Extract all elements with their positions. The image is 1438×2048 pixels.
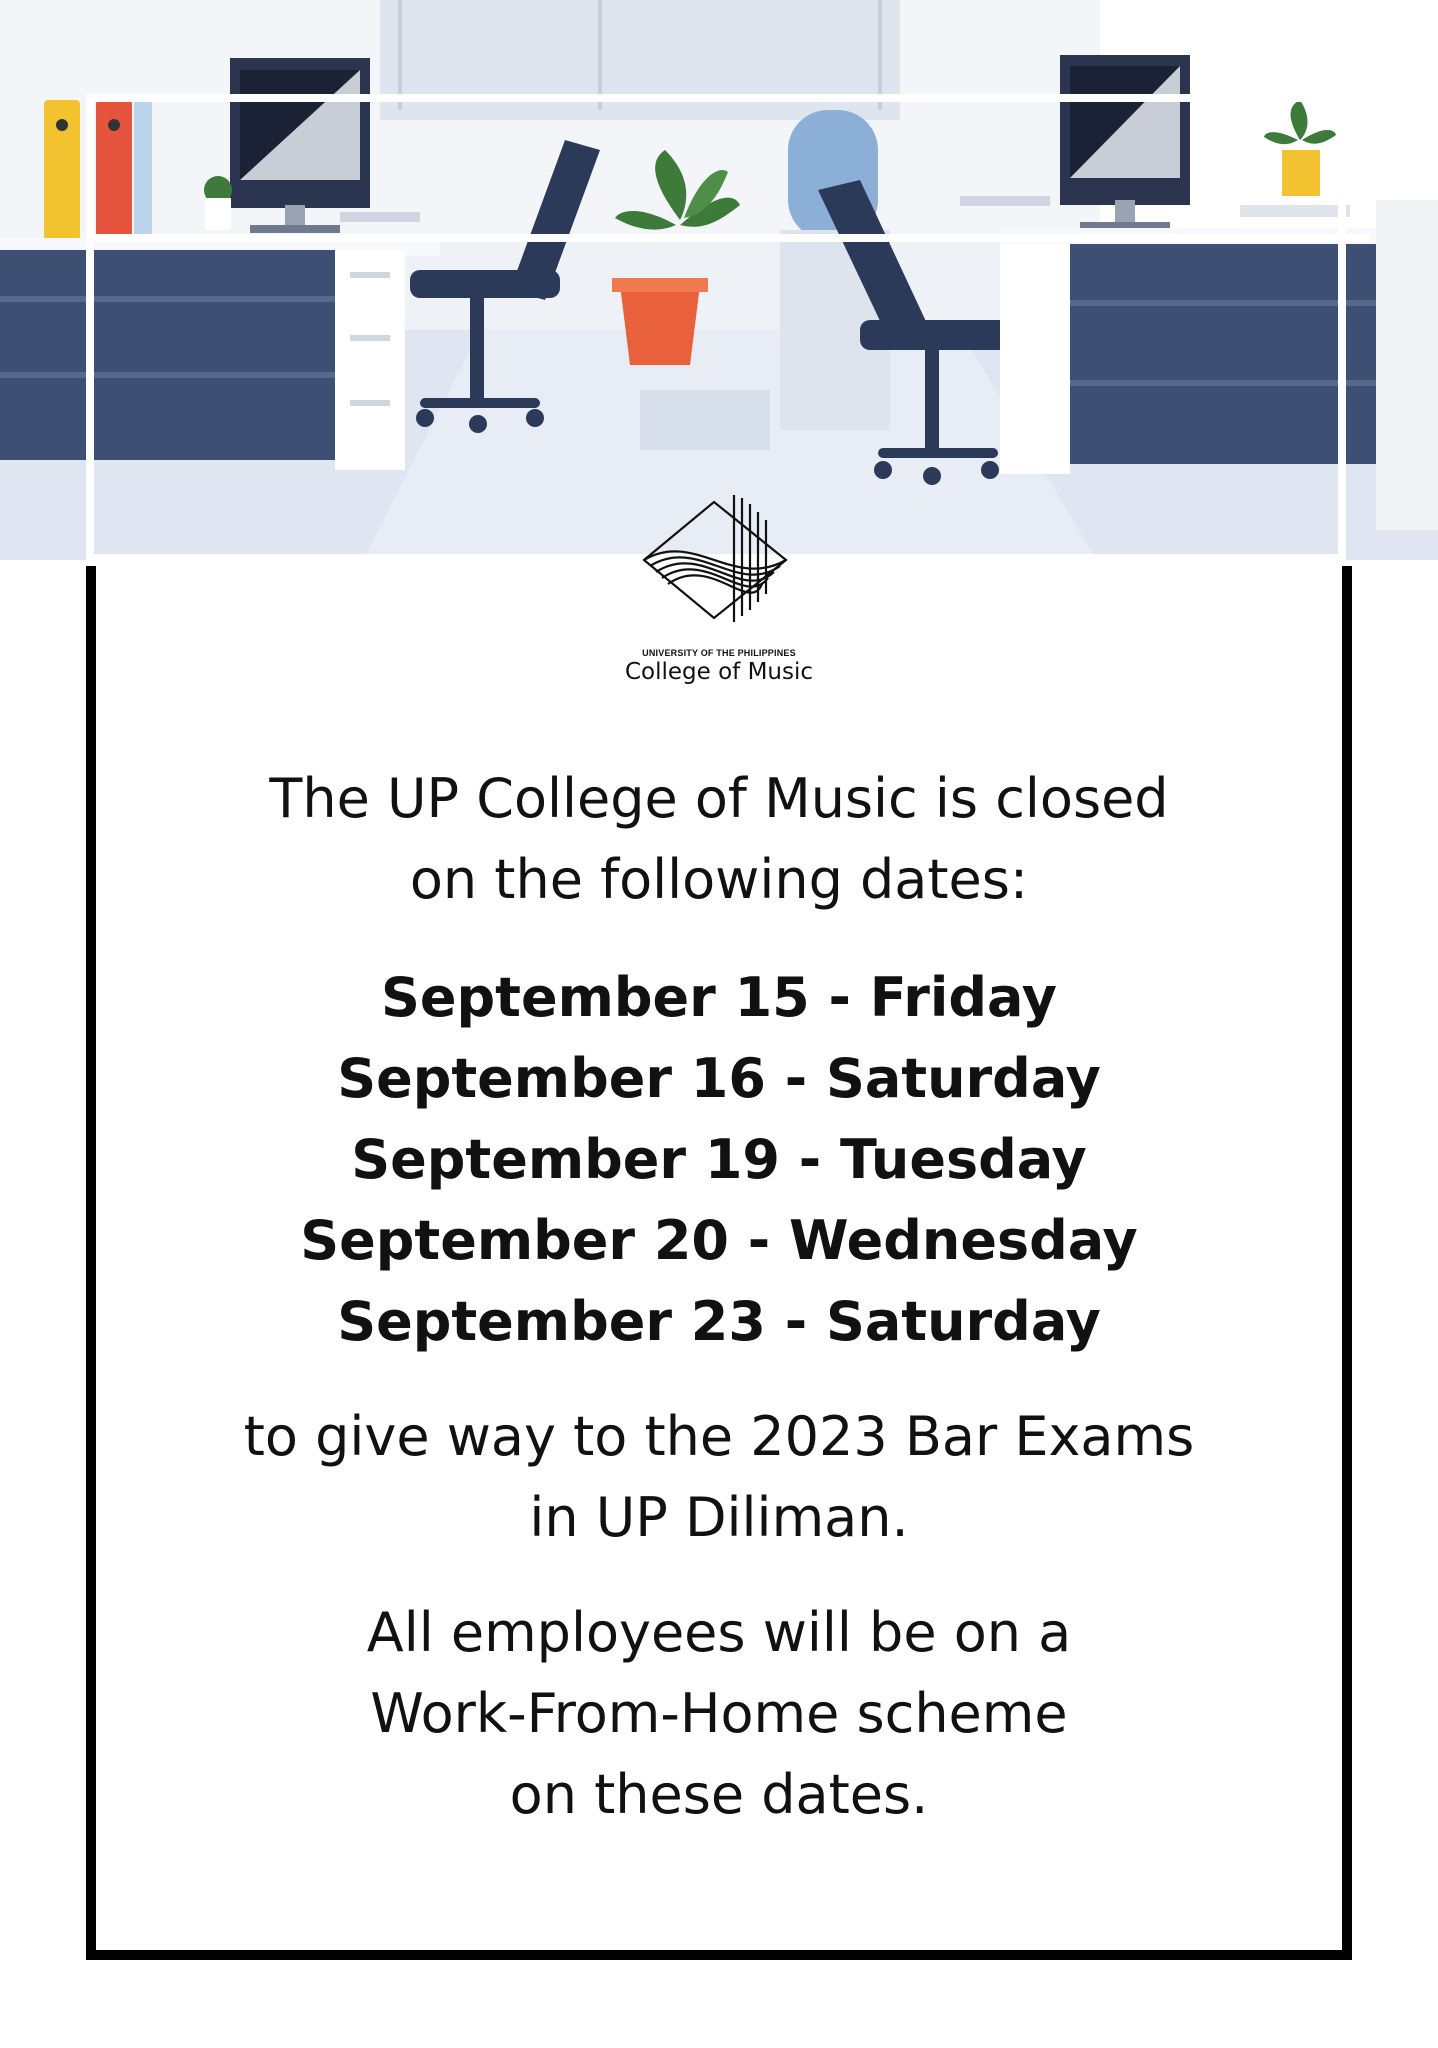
closure-date: September 20 - Wednesday: [300, 1209, 1138, 1272]
closure-date: September 19 - Tuesday: [351, 1128, 1087, 1191]
logo-college-text: College of Music: [624, 659, 814, 685]
reason-paragraph: [0, 1396, 1438, 1558]
wfh-line: Work-From-Home scheme: [370, 1682, 1068, 1745]
intro-line: on the following dates:: [409, 848, 1029, 911]
closure-date: September 16 - Saturday: [337, 1047, 1101, 1110]
reason-line: to give way to the 2023 Bar Exams: [243, 1405, 1195, 1468]
reason-line: in UP Diliman.: [529, 1486, 909, 1549]
closure-date: September 15 - Friday: [381, 966, 1057, 1029]
college-of-music-logo-icon: [634, 490, 804, 640]
closure-date-list: [0, 957, 1438, 1362]
intro-line: The UP College of Music is closed: [269, 767, 1169, 830]
intro-paragraph: [0, 758, 1438, 920]
wfh-line: All employees will be on a: [366, 1601, 1072, 1664]
office-illustration: [0, 0, 1438, 566]
college-logo: [0, 490, 1438, 685]
wfh-line: on these dates.: [509, 1763, 929, 1826]
closure-date: September 23 - Saturday: [337, 1290, 1101, 1353]
wfh-paragraph: [0, 1592, 1438, 1835]
logo-university-text: UNIVERSITY OF THE PHILIPPINES: [642, 648, 796, 658]
